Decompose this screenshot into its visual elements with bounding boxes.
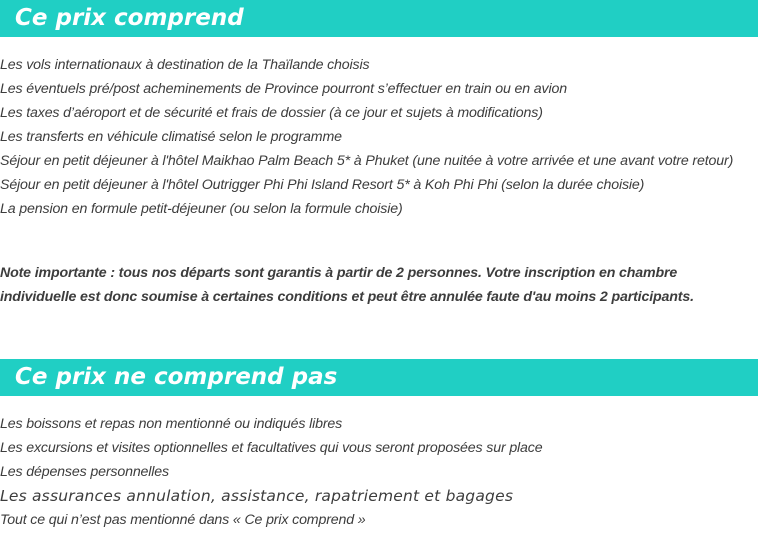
list-item: Les excursions et visites optionnelles et facultatives qui vous seront proposées sur place [0,440,543,456]
excluded-list [0,412,758,532]
list-item: Les vols internationaux à destination de la Thaïlande choisis [0,57,370,73]
list-item: Les transferts en véhicule climatisé selon le programme [0,129,342,145]
list-item: Séjour en petit déjeuner à l'hôtel Maikhao Palm Beach 5* à Phuket (une nuitée à votre arrivée et une avant votre retour) [0,153,734,169]
list-item: Les assurances annulation, assistance, rapatriement et bagages [0,487,514,505]
list-item: Séjour en petit déjeuner à l'hôtel Outrigger Phi Phi Island Resort 5* à Koh Phi Phi (selon la durée choisie) [0,177,645,193]
list-item: Les éventuels pré/post acheminements de Province pourront s’effectuer en train ou en avion [0,81,567,97]
important-note [0,261,758,309]
note-line: Note importante : tous nos départs sont garantis à partir de 2 personnes. Votre inscription en chambre [0,265,678,281]
list-item: Les taxes d’aéroport et de sécurité et frais de dossier (à ce jour et sujets à modifications) [0,105,543,121]
included-list [0,53,758,221]
note-line: individuelle est donc soumise à certaines conditions et peut être annulée faute d'au moins 2 participants. [0,289,694,305]
list-item: Les boissons et repas non mentionné ou indiqués libres [0,416,343,432]
section-header-included [0,0,758,37]
list-item: Les dépenses personnelles [0,464,169,480]
section-title: Ce prix ne comprend pas [15,364,338,390]
list-item: Tout ce qui n’est pas mentionné dans « Ce prix comprend » [0,512,366,528]
section-header-excluded [0,359,758,396]
list-item: La pension en formule petit-déjeuner (ou selon la formule choisie) [0,201,403,217]
section-title: Ce prix comprend [15,5,244,31]
